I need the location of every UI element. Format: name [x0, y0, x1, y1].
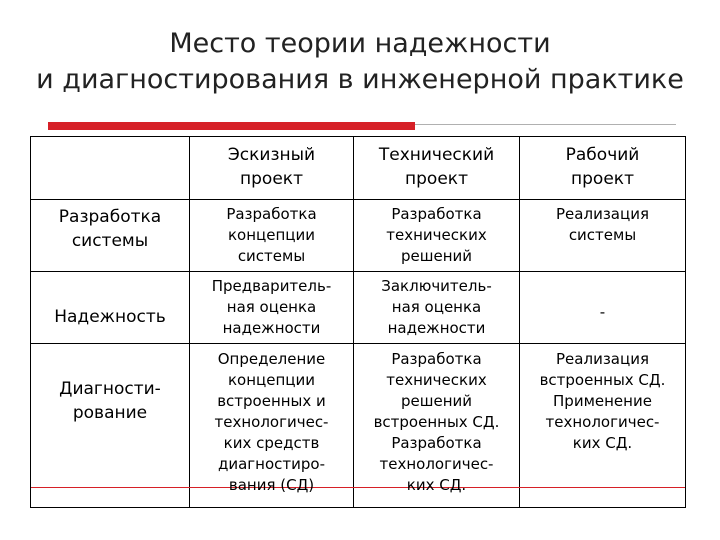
row-header-system-development: Разработка системы [58, 207, 162, 251]
table-cell-r2-c3: - [599, 303, 606, 321]
table-cell-r3-c2: Разработка технических решений встроенных СД. Разработка технологичес- ких СД. [373, 350, 500, 494]
table-cell-r3-c3: Реализация встроенных СД. Применение технологичес- ких СД. [539, 350, 666, 452]
table-cell-r2-c1: Предваритель- ная оценка надежности [211, 277, 332, 337]
table-hline-3 [31, 343, 685, 344]
title-line-1: Место теории надежности [169, 28, 551, 59]
title-underline-red [48, 122, 415, 130]
table-cell-r1-c2: Разработка технических решений [386, 205, 487, 265]
title-line-2: и диагностирования в инженерной практике [36, 64, 684, 95]
column-header-technical-project: Технический проект [378, 145, 495, 189]
column-header-sketch-project: Эскизный проект [227, 145, 316, 189]
row-header-reliability: Надежность [54, 307, 166, 327]
stages-table [30, 136, 686, 508]
table-cell-r1-c3: Реализация системы [556, 205, 649, 244]
table-cell-r3-c1: Определение концепции встроенных и технологичес- ких средств диагностиро- вания (СД) [214, 350, 329, 494]
column-header-working-project: Рабочий проект [565, 145, 640, 189]
table-hline-2 [31, 271, 685, 272]
slide-title [0, 26, 720, 98]
table-cell-r1-c1: Разработка концепции системы [226, 205, 317, 265]
table-cell-r2-c2: Заключитель- ная оценка надежности [381, 277, 492, 337]
table-hline-1 [31, 199, 685, 200]
row-header-diagnostics: Диагности- рование [59, 379, 161, 423]
